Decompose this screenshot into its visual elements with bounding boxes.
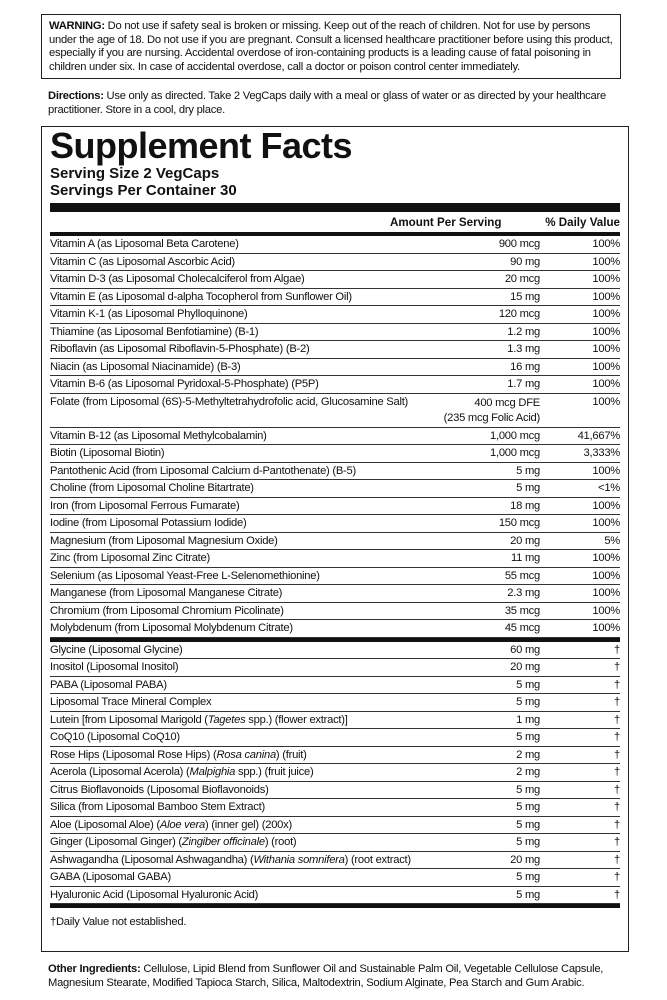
table-row [50, 463, 620, 481]
table-row [50, 271, 620, 289]
other-ingredients-section [50, 642, 620, 905]
nutrient-amount: 15 mg [510, 290, 540, 303]
name-part-it: Rosa canina [216, 748, 276, 761]
table-row [50, 817, 620, 835]
nutrient-name: Thiamine (as Liposomal Benfotiamine) (B-1) [50, 325, 259, 338]
name-part-post: ) (inner gel) (200x) [204, 818, 292, 831]
nutrient-dv: 100% [592, 360, 620, 373]
directions [48, 90, 622, 117]
nutrient-name: Biotin (Liposomal Biotin) [50, 447, 165, 460]
nutrient-amount: 1 mg [516, 713, 540, 726]
nutrient-amount: 2.3 mg [507, 587, 540, 600]
nutrient-dv: 100% [592, 517, 620, 530]
nutrient-name: Riboflavin (as Liposomal Riboflavin-5-Phosphate) (B-2) [50, 343, 310, 356]
nutrient-amount: 5 mg [516, 836, 540, 849]
nutrient-dv: 100% [592, 569, 620, 582]
table-row [50, 376, 620, 394]
nutrient-dv: † [614, 713, 620, 726]
nutrient-amount: 11 mg [510, 552, 540, 565]
name-part-pre: Ginger (Liposomal Ginger) ( [50, 836, 182, 849]
nutrient-amount: 120 mcg [498, 308, 540, 321]
dv-header: % Daily Value [545, 215, 620, 229]
nutrient-amount: 20 mcg [504, 273, 540, 286]
nutrient-dv: 100% [592, 325, 620, 338]
nutrient-name: Chromium (from Liposomal Chromium Picolinate) [50, 604, 284, 617]
name-part-post: spp.) (fruit juice) [235, 766, 314, 779]
vitamins-section [50, 236, 620, 394]
nutrient-dv: † [614, 731, 620, 744]
nutrient-dv: † [614, 818, 620, 831]
nutrient-amount: 16 mg [510, 360, 540, 373]
nutrient-amount: 5 mg [516, 731, 540, 744]
nutrient-name [50, 644, 430, 656]
table-row [50, 677, 620, 695]
nutrient-name [50, 819, 430, 831]
nutrient-dv: 100% [592, 552, 620, 565]
table-row [50, 533, 620, 551]
nutrient-dv: 100% [592, 343, 620, 356]
supplement-facts-panel [41, 126, 629, 952]
nutrient-amount: 5 mg [516, 801, 540, 814]
name-part-pre: Aloe (Liposomal Aloe) ( [50, 818, 160, 831]
table-row [50, 585, 620, 603]
table-row [50, 289, 620, 307]
table-row [50, 428, 620, 446]
nutrient-dv: † [614, 643, 620, 656]
table-row [50, 729, 620, 747]
nutrient-dv: 100% [592, 604, 620, 617]
name-part-pre: Lutein [from Liposomal Marigold ( [50, 713, 208, 726]
nutrient-amount: 5 mg [516, 482, 540, 495]
nutrient-dv: † [614, 766, 620, 779]
table-row [50, 782, 620, 800]
nutrient-name: Vitamin B-12 (as Liposomal Methylcobalamin) [50, 429, 267, 442]
nutrient-name: Vitamin B-6 (as Liposomal Pyridoxal-5-Phosphate) (P5P) [50, 378, 319, 391]
folate-folic-acid: (235 mcg Folic Acid) [443, 411, 540, 424]
nutrient-name [50, 784, 430, 796]
table-row [50, 359, 620, 377]
warning-label: WARNING: [49, 20, 105, 32]
name-part-post: ) (fruit) [275, 748, 307, 761]
name-part-pre: Glycine (Liposomal Glycine) [50, 643, 183, 656]
nutrient-dv: 3,333% [583, 447, 620, 460]
name-part-pre: Hyaluronic Acid (Liposomal Hyaluronic Acid) [50, 888, 259, 901]
table-row [50, 341, 620, 359]
nutrient-amount: 5 mg [516, 783, 540, 796]
nutrient-name [50, 731, 430, 743]
name-part-pre: GABA (Liposomal GABA) [50, 871, 171, 884]
nutrient-dv: 100% [592, 464, 620, 477]
nutrient-name: Magnesium (from Liposomal Magnesium Oxide) [50, 534, 278, 547]
nutrient-name: Molybdenum (from Liposomal Molybdenum Citrate) [50, 622, 293, 635]
nutrient-amount: 5 mg [516, 871, 540, 884]
nutrient-amount: 1.3 mg [507, 343, 540, 356]
nutrient-amount: 1.7 mg [507, 378, 540, 391]
name-part-it: Malpighia [189, 766, 236, 779]
nutrient-name: Vitamin E (as Liposomal d-alpha Tocopherol from Sunflower Oil) [50, 290, 352, 303]
nutrient-dv: † [614, 678, 620, 691]
name-part-it: Zingiber officinale [181, 836, 265, 849]
nutrient-amount: 1.2 mg [507, 325, 540, 338]
name-part-post: ) (root) [264, 836, 297, 849]
folate-amount: 400 mcg DFE [474, 396, 540, 409]
amount-header: Amount Per Serving [390, 215, 502, 229]
nutrient-name [50, 889, 430, 901]
serving-size: Serving Size 2 VegCaps [50, 165, 220, 182]
name-part-pre: Inositol (Liposomal Inositol) [50, 661, 179, 674]
nutrient-name: Zinc (from Liposomal Zinc Citrate) [50, 552, 210, 565]
table-row [50, 799, 620, 817]
table-row [50, 887, 620, 905]
directions-text: Use only as directed. Take 2 VegCaps daily with a meal or glass of water or as directed by your healthcare practitioner. Store in a cool, dry place. [48, 90, 606, 116]
nutrient-dv: 100% [592, 622, 620, 635]
nutrient-amount: 5 mg [516, 696, 540, 709]
nutrient-name: Vitamin D-3 (as Liposomal Cholecalciferol from Algae) [50, 273, 305, 286]
table-row [50, 254, 620, 272]
nutrient-name: Vitamin C (as Liposomal Ascorbic Acid) [50, 255, 235, 268]
dv-footnote: †Daily Value not established. [50, 916, 187, 928]
table-row [50, 852, 620, 870]
servings-per-container: Servings Per Container 30 [50, 182, 237, 199]
name-part-pre: CoQ10 (Liposomal CoQ10) [50, 731, 180, 744]
nutrient-dv: 41,667% [577, 429, 620, 442]
other-ingredients-label: Other Ingredients: [48, 963, 141, 975]
nutrient-dv: <1% [598, 482, 620, 495]
nutrient-name [50, 661, 430, 673]
nutrient-amount: 20 mg [510, 534, 540, 547]
nutrient-name [50, 766, 430, 778]
nutrient-amount: 5 mg [516, 678, 540, 691]
nutrient-amount: 20 mg [510, 661, 540, 674]
nutrient-name [50, 714, 430, 726]
nutrient-amount: 5 mg [516, 464, 540, 477]
nutrient-dv: † [614, 748, 620, 761]
table-row [50, 659, 620, 677]
nutrient-name [50, 801, 430, 813]
table-row [50, 324, 620, 342]
nutrient-name [50, 854, 430, 866]
table-row [50, 515, 620, 533]
column-header [50, 212, 620, 236]
name-part-pre: Liposomal Trace Mineral Complex [50, 696, 212, 709]
minerals-section [50, 428, 620, 638]
nutrient-amount: 45 mcg [504, 622, 540, 635]
nutrient-dv: 100% [592, 238, 620, 251]
nutrient-amount: 55 mcg [504, 569, 540, 582]
nutrient-dv: † [614, 661, 620, 674]
nutrient-amount: 90 mg [510, 255, 540, 268]
name-part-pre: Citrus Bioflavonoids (Liposomal Bioflavonoids) [50, 783, 269, 796]
nutrient-name: Pantothenic Acid (from Liposomal Calcium d-Pantothenate) (B-5) [50, 464, 356, 477]
nutrient-name [50, 696, 430, 708]
nutrient-name: Niacin (as Liposomal Niacinamide) (B-3) [50, 360, 241, 373]
nutrient-dv: † [614, 871, 620, 884]
table-row [50, 620, 620, 638]
nutrient-name [50, 679, 430, 691]
name-part-pre: PABA (Liposomal PABA) [50, 678, 167, 691]
nutrient-name [50, 836, 430, 848]
table-row [50, 869, 620, 887]
table-row [50, 550, 620, 568]
nutrient-amount: 150 mcg [498, 517, 540, 530]
nutrient-amount: 900 mcg [498, 238, 540, 251]
nutrient-name: Vitamin A (as Liposomal Beta Carotene) [50, 238, 239, 251]
nutrient-dv: 100% [592, 378, 620, 391]
nutrient-dv: 100% [592, 255, 620, 268]
nutrient-dv: 100% [592, 499, 620, 512]
nutrient-dv: 5% [604, 534, 620, 547]
nutrient-dv: † [614, 853, 620, 866]
nutrient-amount: 5 mg [516, 818, 540, 831]
nutrient-name: Manganese (from Liposomal Manganese Citrate) [50, 587, 283, 600]
nutrient-dv: 100% [592, 273, 620, 286]
name-part-pre: Ashwagandha (Liposomal Ashwagandha) ( [50, 853, 254, 866]
nutrient-amount [430, 396, 540, 426]
nutrient-amount: 35 mcg [504, 604, 540, 617]
nutrient-dv: † [614, 836, 620, 849]
name-part-pre: Rose Hips (Liposomal Rose Hips) ( [50, 748, 217, 761]
nutrient-dv: 100% [592, 308, 620, 321]
other-ingredients-text: Cellulose, Lipid Blend from Sunflower Oil and Sustainable Palm Oil, Vegetable Cellulose Capsule, Magnesium Stearate, Modified Tapioca Starch, Silica, Maltodextrin, Sodium Alginate, Pea Starch and Gum Arabic. [48, 963, 604, 989]
nutrient-dv: 100% [592, 395, 620, 408]
nutrient-dv: † [614, 888, 620, 901]
table-row [50, 764, 620, 782]
nutrient-amount: 2 mg [516, 766, 540, 779]
directions-label: Directions: [48, 90, 104, 102]
nutrient-amount: 20 mg [510, 853, 540, 866]
nutrient-name: Selenium (as Liposomal Yeast-Free L-Selenomethionine) [50, 569, 320, 582]
nutrient-name [50, 871, 430, 883]
nutrient-dv: † [614, 696, 620, 709]
nutrient-name: Iron (from Liposomal Ferrous Fumarate) [50, 499, 240, 512]
table-row [50, 712, 620, 730]
nutrient-amount: 1,000 mcg [490, 447, 540, 460]
table-row [50, 394, 620, 428]
name-part-pre: Silica (from Liposomal Bamboo Stem Extract) [50, 801, 265, 814]
nutrient-amount: 18 mg [510, 499, 540, 512]
nutrient-name: Iodine (from Liposomal Potassium Iodide) [50, 517, 247, 530]
name-part-it: Withania somnifera [253, 853, 345, 866]
facts-title: Supplement Facts [50, 125, 353, 166]
table-row [50, 498, 620, 516]
nutrient-name: Folate (from Liposomal (6S)-5-Methyltetrahydrofolic acid, Glucosamine Salt) [50, 395, 409, 408]
table-row [50, 642, 620, 660]
name-part-it: Tagetes [207, 713, 246, 726]
nutrient-dv: 100% [592, 290, 620, 303]
name-part-post: spp.) (flower extract)] [245, 713, 348, 726]
table-row [50, 306, 620, 324]
nutrient-name: Vitamin K-1 (as Liposomal Phylloquinone) [50, 308, 248, 321]
table-row [50, 694, 620, 712]
table-row [50, 445, 620, 463]
thick-divider [50, 203, 620, 212]
name-part-it: Aloe vera [159, 818, 205, 831]
nutrient-amount: 1,000 mcg [490, 429, 540, 442]
nutrient-name [50, 749, 430, 761]
table-row [50, 834, 620, 852]
nutrient-dv: 100% [592, 587, 620, 600]
table-row [50, 603, 620, 621]
nutrient-amount: 5 mg [516, 888, 540, 901]
warning-box [41, 14, 621, 79]
other-ingredients [48, 962, 622, 990]
name-part-post: ) (root extract) [344, 853, 411, 866]
nutrient-name: Choline (from Liposomal Choline Bitartrate) [50, 482, 254, 495]
nutrient-dv: † [614, 783, 620, 796]
table-row [50, 747, 620, 765]
name-part-pre: Acerola (Liposomal Acerola) ( [50, 766, 190, 779]
warning-text: Do not use if safety seal is broken or missing. Keep out of the reach of children. Not for use by persons under the age of 18. Do not use if you are pregnant. Consult a licensed healthcare practitioner before using this product, especially if you are nursing. Accidental overdose of iron-containing products is a leading cause of fatal poisoning in children under six. In case of accidental overdose, call a doctor or poison control center immediately. [49, 20, 613, 73]
nutrient-amount: 60 mg [510, 643, 540, 656]
table-row [50, 480, 620, 498]
table-row [50, 236, 620, 254]
nutrient-dv: † [614, 801, 620, 814]
nutrient-amount: 2 mg [516, 748, 540, 761]
table-row [50, 568, 620, 586]
